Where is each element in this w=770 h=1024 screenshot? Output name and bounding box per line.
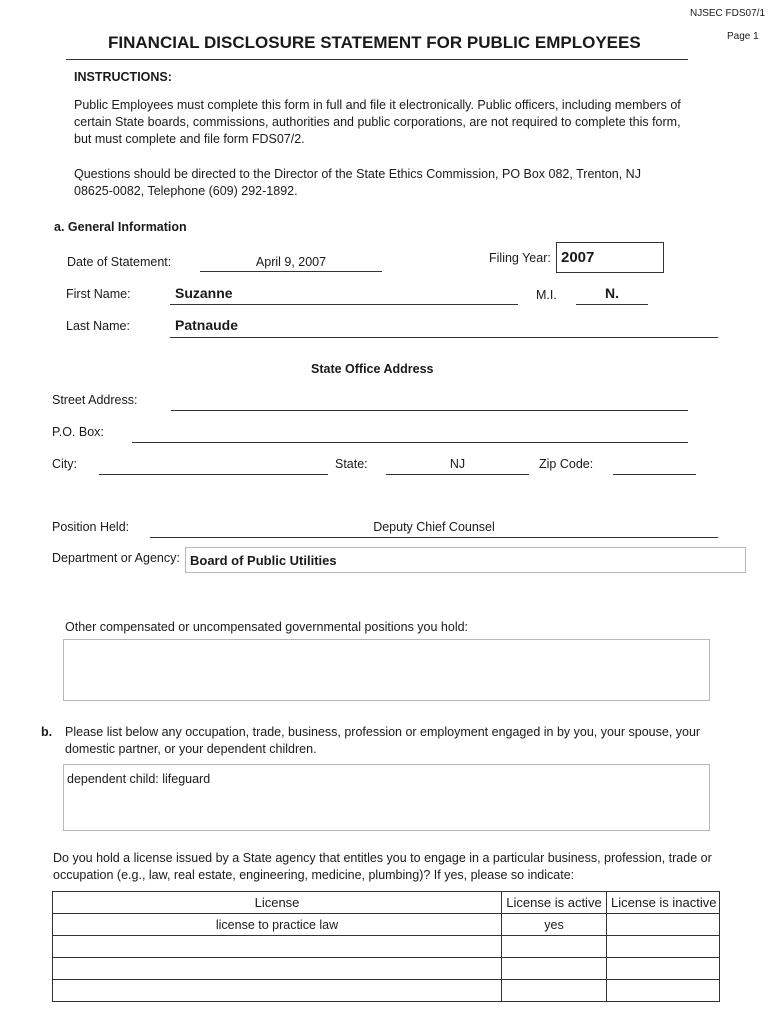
po-box-label: P.O. Box: <box>52 425 104 439</box>
street-address-underline <box>171 410 688 411</box>
other-positions-field[interactable] <box>63 639 710 701</box>
general-info-heading: a. General Information <box>54 220 187 234</box>
mi-label: M.I. <box>536 288 557 302</box>
license-inactive-cell[interactable] <box>607 936 720 958</box>
first-name-label: First Name: <box>66 287 131 301</box>
mi-underline <box>576 304 648 305</box>
date-of-statement-label: Date of Statement: <box>67 255 172 269</box>
table-row <box>53 958 720 980</box>
license-inactive-cell[interactable] <box>607 980 720 1002</box>
other-positions-label: Other compensated or uncompensated governmental positions you hold: <box>65 620 469 634</box>
filing-year-field[interactable] <box>556 242 664 273</box>
state-underline <box>386 474 529 475</box>
occupation-value: dependent child: lifeguard <box>67 772 211 786</box>
date-of-statement-field[interactable]: April 9, 2007 <box>255 255 327 269</box>
last-name-label: Last Name: <box>66 319 130 333</box>
instructions-paragraph-1: Public Employees must complete this form in full and file it electronically. Public officers, including members of certain State boards, commissions, authorities and public corporations, are not required to complete this form, but must complete and file form FDS07/2. <box>74 98 681 146</box>
license-header: License <box>53 892 502 914</box>
filing-year-value: 2007 <box>561 249 595 266</box>
license-table <box>52 891 720 1002</box>
license-active-cell[interactable] <box>502 958 607 980</box>
first-name-underline <box>170 304 518 305</box>
last-name-underline <box>170 337 718 338</box>
license-table-header <box>53 892 720 914</box>
license-name-cell[interactable] <box>53 980 502 1002</box>
last-name-field[interactable]: Patnaude <box>175 317 239 333</box>
first-name-field[interactable]: Suzanne <box>175 285 233 301</box>
city-label: City: <box>52 457 77 471</box>
page-title: FINANCIAL DISCLOSURE STATEMENT FOR PUBLIC EMPLOYEES <box>108 33 641 52</box>
license-active-cell[interactable] <box>502 936 607 958</box>
form-code: NJSEC FDS07/1 <box>690 8 766 19</box>
department-label: Department or Agency: <box>52 551 180 565</box>
department-value: Board of Public Utilities <box>190 553 337 568</box>
position-held-label: Position Held: <box>52 520 130 534</box>
license-inactive-cell[interactable] <box>607 958 720 980</box>
state-field[interactable]: NJ <box>449 457 466 471</box>
table-row <box>53 936 720 958</box>
state-office-address-heading: State Office Address <box>311 362 434 376</box>
title-underline <box>66 59 688 60</box>
license-inactive-header: License is inactive <box>607 892 720 914</box>
occupation-field[interactable] <box>63 764 710 831</box>
license-name-cell[interactable] <box>53 936 502 958</box>
license-question: Do you hold a license issued by a State agency that entitles you to engage in a particular business, profession, trade or occupation (e.g., law, real estate, engineering, medicine, plumbing)? If yes, please so indicate: <box>53 851 712 882</box>
table-row <box>53 980 720 1002</box>
license-active-cell[interactable]: yes <box>502 914 607 936</box>
instructions-paragraph-2: Questions should be directed to the Director of the State Ethics Commission, PO Box 082, Trenton, NJ 08625-0082, Telephone (609) 292-1892. <box>74 167 641 198</box>
license-name-cell[interactable]: license to practice law <box>53 914 502 936</box>
license-name-cell[interactable] <box>53 958 502 980</box>
position-held-field[interactable]: Deputy Chief Counsel <box>373 520 495 534</box>
state-label: State: <box>335 457 368 471</box>
city-underline <box>99 474 328 475</box>
department-field[interactable] <box>185 547 746 573</box>
instructions-heading: INSTRUCTIONS: <box>74 70 172 84</box>
street-address-label: Street Address: <box>52 393 138 407</box>
table-row <box>53 914 720 936</box>
license-active-header: License is active <box>502 892 607 914</box>
section-b-marker: b. <box>41 725 53 739</box>
license-active-cell[interactable] <box>502 980 607 1002</box>
date-underline <box>200 271 382 272</box>
section-b-prompt: Please list below any occupation, trade, business, profession or employment engaged in by you, your spouse, your domestic partner, or your dependent children. <box>65 725 701 756</box>
filing-year-label: Filing Year: <box>489 251 551 265</box>
zip-code-label: Zip Code: <box>539 457 594 471</box>
license-inactive-cell[interactable] <box>607 914 720 936</box>
mi-field[interactable]: N. <box>605 285 619 301</box>
po-box-underline <box>132 442 688 443</box>
position-held-underline <box>150 537 718 538</box>
zip-code-underline <box>613 474 696 475</box>
page-number: Page 1 <box>727 31 759 42</box>
